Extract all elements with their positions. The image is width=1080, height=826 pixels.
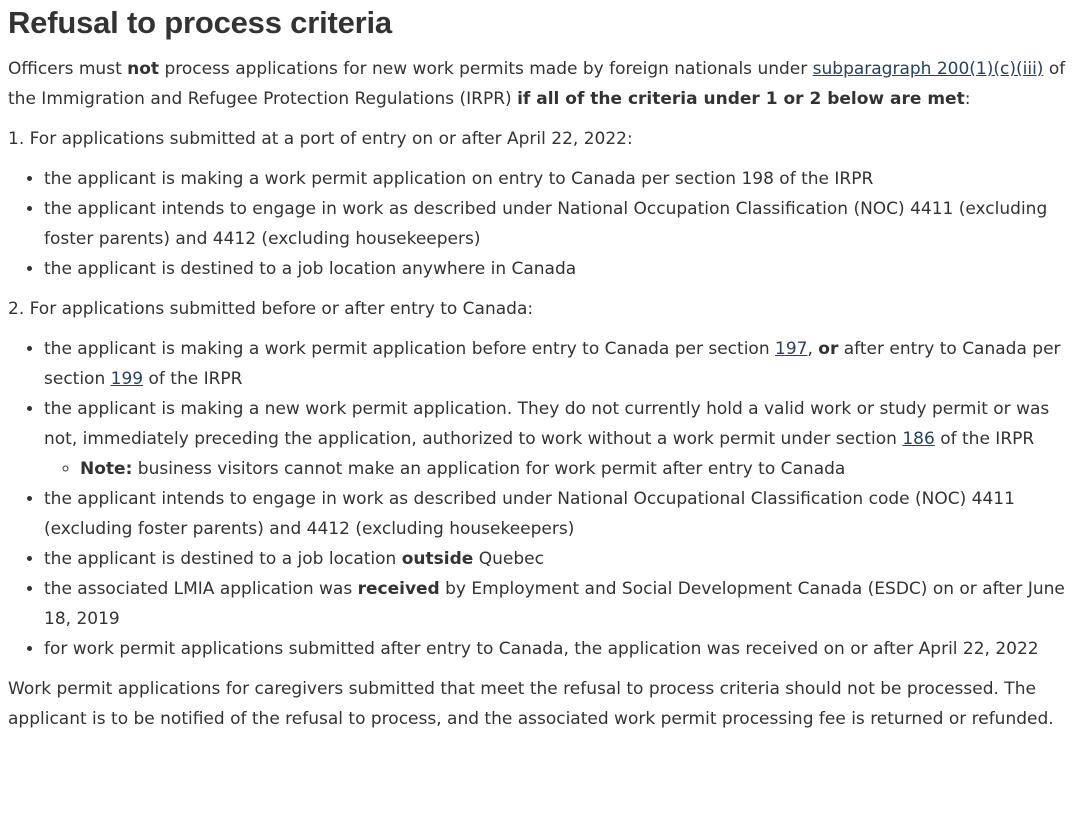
subparagraph-link[interactable]: subparagraph 200(1)(c)(iii) — [812, 59, 1044, 79]
page-title: Refusal to process criteria — [8, 5, 392, 40]
list-item: • the applicant is making a new work permit application. They do not currently hold a valid work or study permit or was not, immediately preceding the application, authorized to work without a work permit under section 186 of the IRPR ◦ Note: business visitors cannot make an application for work permit after entry to Canada — [44, 394, 1066, 484]
list-item: • the associated LMIA application was received by Employment and Social Development Canada (ESDC) on or after June 18, 2019 — [44, 574, 1066, 634]
note-item: ◦ Note: business visitors cannot make an application for work permit after entry to Canada — [80, 454, 1066, 484]
section-197-link[interactable]: 197 — [775, 339, 808, 359]
note-sublist — [44, 454, 1066, 484]
closing-paragraph: Work permit applications for caregivers submitted that meet the refusal to process criteria should not be processed. The applicant is to be notified of the refusal to process, and the associated work permit processing fee is returned or refunded. — [8, 679, 1054, 729]
list-item: • for work permit applications submitted after entry to Canada, the application was received on or after April 22, 2022 — [44, 634, 1066, 664]
list-item: • the applicant is making a work permit application before entry to Canada per section 197, or after entry to Canada per section 199 of the IRPR — [44, 334, 1066, 394]
list-item: • the applicant is destined to a job location anywhere in Canada — [44, 254, 1066, 284]
section1-list — [8, 164, 1066, 284]
list-item: • the applicant is making a work permit application on entry to Canada per section 198 of the IRPR — [44, 164, 1066, 194]
section1-heading: 1. For applications submitted at a port of entry on or after April 22, 2022: — [8, 129, 633, 149]
list-item: • the applicant intends to engage in work as described under National Occupation Classification (NOC) 4411 (excluding foster parents) and 4412 (excluding housekeepers) — [44, 194, 1066, 254]
intro-paragraph: Officers must not process applications for new work permits made by foreign nationals under subparagraph 200(1)(c)(iii) of the Immigration and Refugee Protection Regulations (IRPR) if all of the criteria under 1 or 2 below are met: — [8, 59, 1066, 109]
section-199-link[interactable]: 199 — [110, 369, 144, 389]
section2-heading: 2. For applications submitted before or after entry to Canada: — [8, 299, 534, 319]
list-item: • the applicant is destined to a job location outside Quebec — [44, 544, 1066, 574]
section-186-link[interactable]: 186 — [902, 429, 935, 449]
section2-list — [8, 334, 1066, 664]
list-item: • the applicant intends to engage in work as described under National Occupational Classification code (NOC) 4411 (excluding foster parents) and 4412 (excluding housekeepers) — [44, 484, 1066, 544]
